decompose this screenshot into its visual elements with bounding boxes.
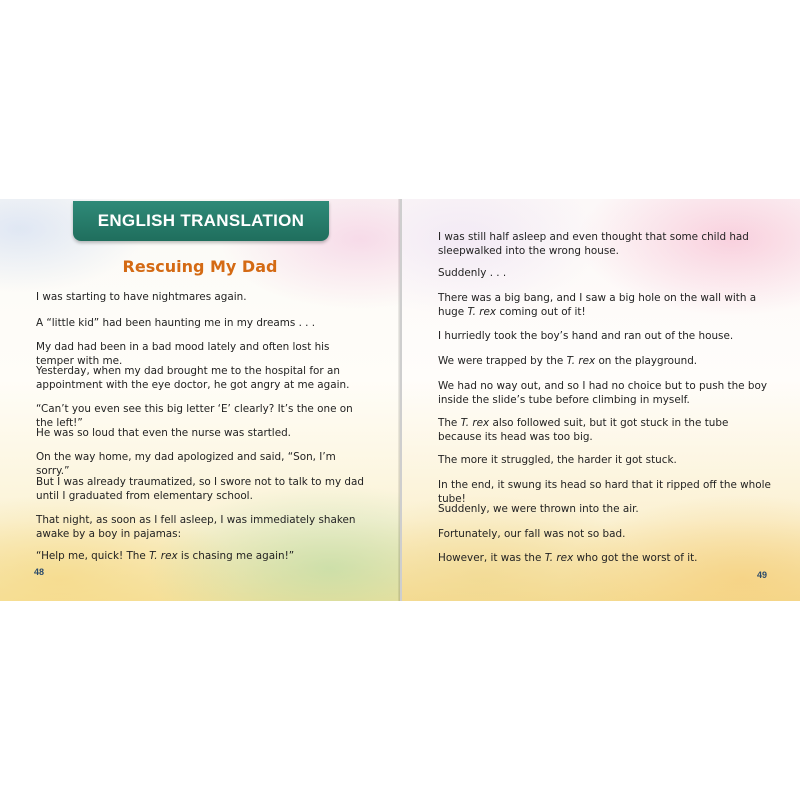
trex-emphasis: T. rex xyxy=(460,417,490,429)
right-paragraph: I was still half asleep and even thought that some child had sleepwalked into the wrong house. xyxy=(438,231,749,257)
right-paragraph: The T. rex also followed suit, but it got stuck in the tube because its head was too big. xyxy=(438,417,729,443)
right-paragraph: The more it struggled, the harder it got stuck. xyxy=(438,454,677,466)
right-paragraph: In the end, it swung its head so hard that it ripped off the whole tube! xyxy=(438,479,771,505)
left-paragraph: My dad had been in a bad mood lately and often lost his temper with me. xyxy=(36,341,330,367)
section-banner: ENGLISH TRANSLATION xyxy=(73,201,329,241)
left-paragraph: “Help me, quick! The T. rex is chasing me again!” xyxy=(36,550,295,562)
left-paragraph: That night, as soon as I fell asleep, I was immediately shaken awake by a boy in pajamas: xyxy=(36,514,356,540)
right-paragraph: Fortunately, our fall was not so bad. xyxy=(438,528,626,540)
left-paragraph: I was starting to have nightmares again. xyxy=(36,291,247,303)
book-spread xyxy=(0,199,800,601)
right-paragraph: Suddenly, we were thrown into the air. xyxy=(438,503,639,515)
right-paragraph: We had no way out, and so I had no choice but to push the boy inside the slide’s tube before climbing in myself. xyxy=(438,380,767,406)
trex-emphasis: T. rex xyxy=(544,552,574,564)
right-page xyxy=(402,199,800,601)
right-paragraph: There was a big bang, and I saw a big hole on the wall with a huge T. rex coming out of it! xyxy=(438,292,757,318)
left-paragraph: He was so loud that even the nurse was startled. xyxy=(36,427,291,439)
trex-emphasis: T. rex xyxy=(566,355,596,367)
story-title: Rescuing My Dad xyxy=(122,257,278,276)
left-page xyxy=(0,199,400,601)
left-paragraph: A “little kid” had been haunting me in my dreams . . . xyxy=(36,317,316,329)
trex-emphasis: T. rex xyxy=(467,306,497,318)
trex-emphasis: T. rex xyxy=(149,550,178,562)
right-paragraph: I hurriedly took the boy’s hand and ran out of the house. xyxy=(438,330,734,342)
page-number-left: 48 xyxy=(34,567,45,577)
right-paragraph: Suddenly . . . xyxy=(438,267,507,279)
left-paragraph: On the way home, my dad apologized and said, “Son, I’m sorry.” xyxy=(36,451,336,477)
left-paragraph: Yesterday, when my dad brought me to the hospital for an appointment with the eye doctor, he got angry at me again. xyxy=(36,365,350,391)
page-number-right: 49 xyxy=(757,570,768,580)
left-paragraph: “Can’t you even see this big letter ‘E’ clearly? It’s the one on the left!” xyxy=(36,403,353,429)
right-paragraph: We were trapped by the T. rex on the playground. xyxy=(438,355,698,367)
left-paragraph: But I was already traumatized, so I swore not to talk to my dad until I graduated from elementary school. xyxy=(36,476,364,502)
right-paragraph: However, it was the T. rex who got the worst of it. xyxy=(438,552,698,564)
